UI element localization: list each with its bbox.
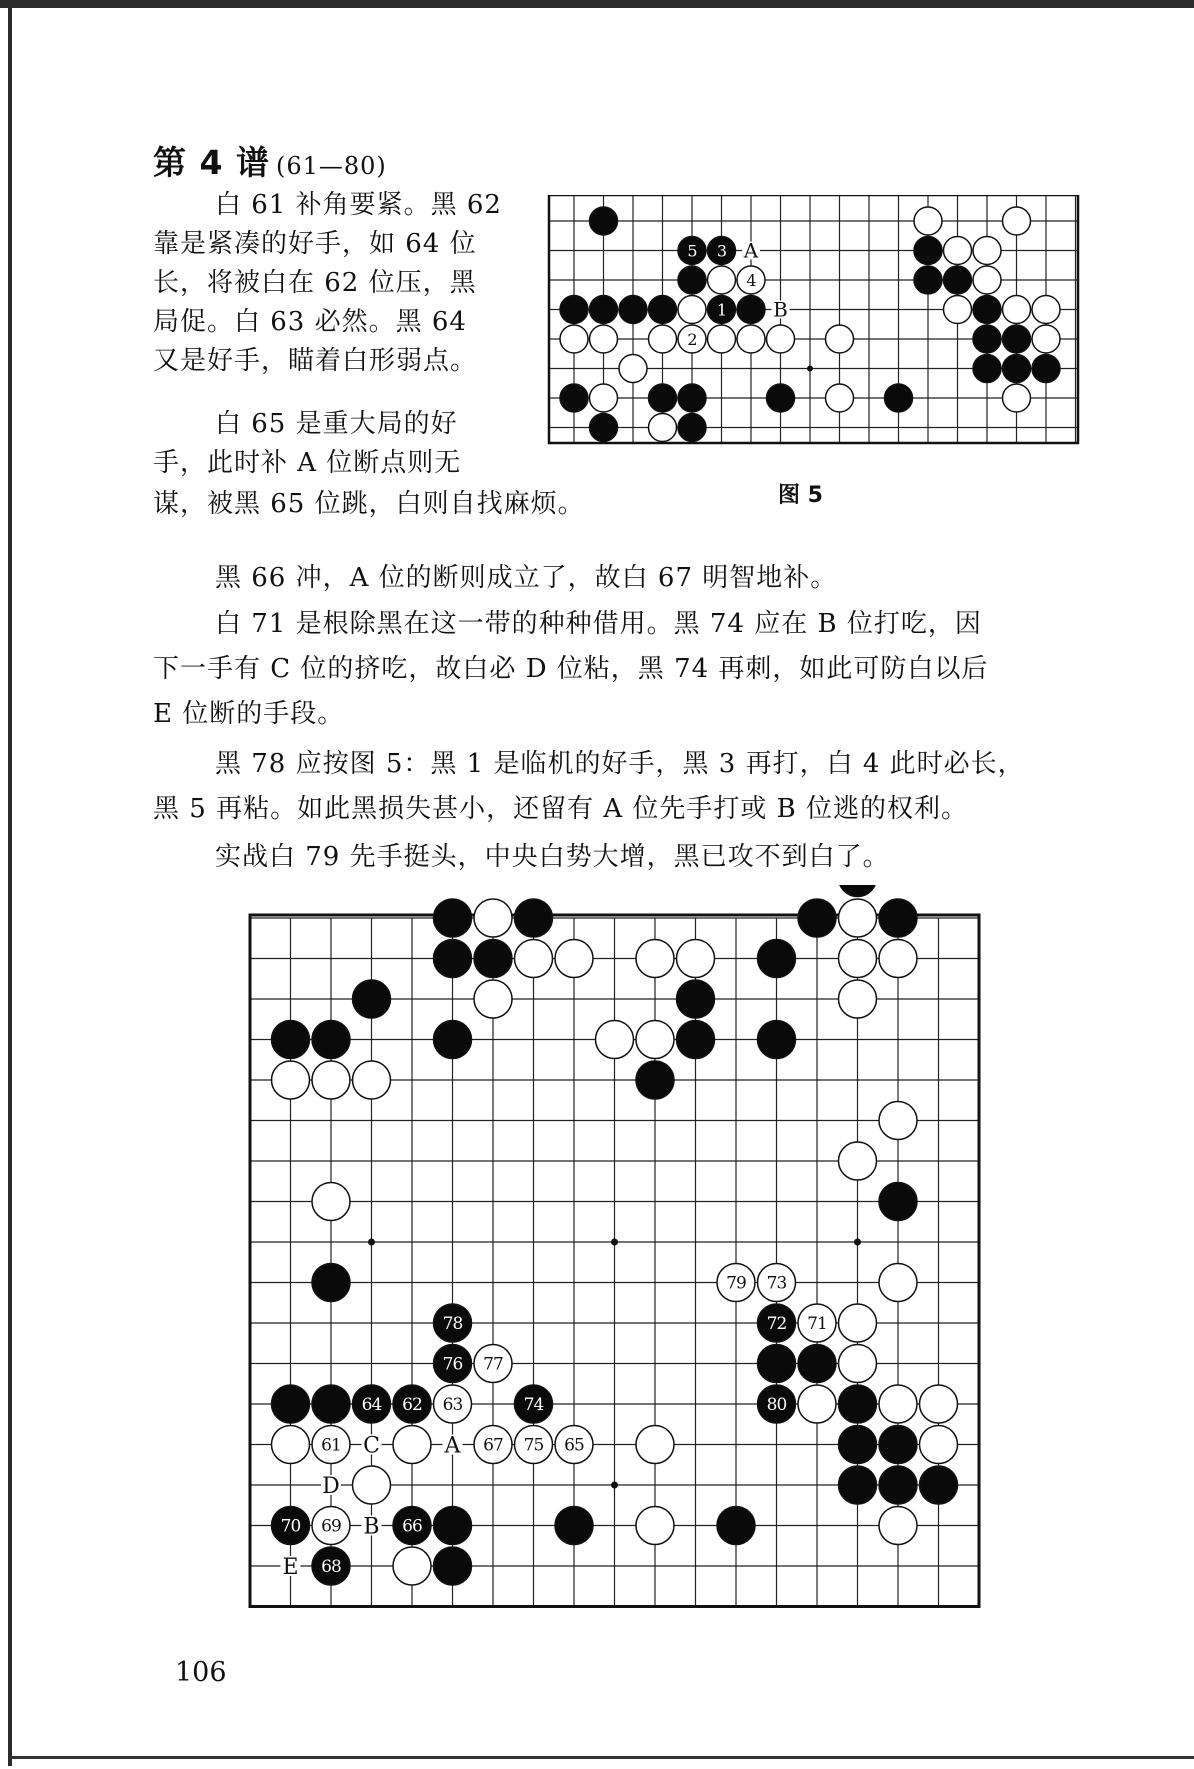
fig5-white-stone: [560, 325, 588, 353]
board-move-number: 67: [483, 1435, 503, 1456]
board-white-stone: [839, 1142, 877, 1180]
board-white-stone: [515, 940, 553, 978]
game-record-board: [245, 885, 1005, 1645]
board-white-stone: [839, 940, 877, 978]
fig5-move-number: 5: [687, 241, 697, 261]
board-move-number: 77: [483, 1354, 503, 1375]
fig5-white-stone: [1032, 296, 1060, 324]
board-white-stone: [353, 1466, 391, 1504]
fig5-black-stone: [1003, 355, 1031, 383]
board-white-stone: [839, 1304, 877, 1342]
paragraph-line: 下一手有 C 位的挤吃，故白必 D 位粘，黑 74 再刺，如此可防白以后: [153, 654, 989, 684]
paragraph-line: E 位断的手段。: [153, 699, 345, 729]
fig5-white-stone: [944, 237, 972, 265]
fig5-white-stone: [708, 266, 736, 294]
fig5-white-stone: [708, 325, 736, 353]
paragraph-line: 又是好手，瞄着白形弱点。: [153, 346, 478, 376]
paragraph-line: 黑 5 再粘。如此黑损失甚小，还留有 A 位先手打或 B 位逃的权利。: [153, 794, 969, 824]
board-move-number: 73: [766, 1273, 787, 1294]
fig5-mark-label: A: [743, 238, 759, 263]
board-move-number: 80: [766, 1395, 787, 1416]
board-move-number: 63: [442, 1395, 463, 1416]
board-move-number: 68: [321, 1557, 341, 1578]
paragraph-line: 白 61 补角要紧。黑 62: [215, 190, 502, 220]
board-black-stone: [312, 1385, 350, 1423]
fig5-black-stone: [914, 237, 942, 265]
board-black-stone: [474, 940, 512, 978]
board-black-stone: [434, 1507, 472, 1545]
board-black-stone: [839, 1466, 877, 1504]
paragraph-line: 实战白 79 先手挺头，中央白势大增，黑已攻不到白了。: [215, 842, 890, 872]
board-white-stone: [879, 1507, 917, 1545]
board-white-stone: [474, 899, 512, 937]
board-white-stone: [636, 1426, 674, 1464]
board-white-stone: [636, 940, 674, 978]
board-black-stone: [839, 1426, 877, 1464]
paragraph-line: 黑 78 应按图 5：黑 1 是临机的好手，黑 3 再打，白 4 此时必长，: [215, 749, 1025, 779]
board-black-stone: [879, 1466, 917, 1504]
paragraph-line: 长，将被白在 62 位压，黑: [153, 268, 477, 298]
fig5-black-stone: [590, 414, 618, 442]
figure-5-caption: 图 5: [778, 483, 823, 508]
fig5-black-stone: [560, 296, 588, 324]
fig5-black-stone: [1003, 325, 1031, 353]
board-black-stone: [272, 1021, 310, 1059]
board-white-stone: [312, 1061, 350, 1099]
board-black-stone: [879, 1426, 917, 1464]
board-white-stone: [879, 1264, 917, 1302]
fig5-black-stone: [649, 296, 677, 324]
figure-5-board: [540, 195, 1088, 460]
paragraph-line: 白 71 是根除黑在这一带的种种借用。黑 74 应在 B 位打吃，因: [215, 609, 982, 639]
fig5-white-stone: [590, 384, 618, 412]
fig5-white-stone: [914, 207, 942, 235]
board-black-stone: [434, 1547, 472, 1585]
board-black-stone: [758, 1021, 796, 1059]
board-white-stone: [272, 1061, 310, 1099]
board-white-stone: [555, 940, 593, 978]
board-white-stone: [879, 1102, 917, 1140]
page-frame-bottom: [10, 1756, 1194, 1759]
board-star-point: [611, 1482, 618, 1489]
board-white-stone: [839, 980, 877, 1018]
board-black-stone: [515, 899, 553, 937]
page-number: 106: [175, 1657, 227, 1688]
fig5-white-stone: [590, 325, 618, 353]
board-mark-label: D: [322, 1473, 340, 1499]
fig5-black-stone: [973, 325, 1001, 353]
fig5-black-stone: [914, 266, 942, 294]
section-heading: [153, 137, 387, 184]
board-black-stone: [758, 1345, 796, 1383]
paragraph-line: 黑 66 冲，A 位的断则成立了，故白 67 明智地补。: [215, 563, 838, 593]
board-black-stone: [312, 1264, 350, 1302]
fig5-white-stone: [619, 355, 647, 383]
board-move-number: 64: [361, 1395, 382, 1416]
fig5-move-number: 4: [746, 270, 756, 290]
board-black-stone: [758, 940, 796, 978]
fig5-black-stone: [678, 384, 706, 412]
board-white-stone: [272, 1426, 310, 1464]
fig5-white-stone: [973, 266, 1001, 294]
board-move-number: 62: [402, 1395, 422, 1416]
fig5-black-stone: [973, 296, 1001, 324]
board-white-stone: [920, 1385, 958, 1423]
board-mark-label: E: [282, 1554, 299, 1580]
fig5-white-stone: [944, 296, 972, 324]
board-star-point: [854, 1239, 861, 1246]
board-white-stone: [636, 1021, 674, 1059]
board-white-stone: [839, 899, 877, 937]
paragraph-line: 局促。白 63 必然。黑 64: [153, 307, 467, 337]
board-black-stone: [839, 1385, 877, 1423]
fig5-white-stone: [737, 325, 765, 353]
fig5-white-stone: [1003, 384, 1031, 412]
fig5-black-stone: [885, 384, 913, 412]
board-move-number: 79: [726, 1273, 746, 1294]
board-black-stone: [798, 1345, 836, 1383]
fig5-black-stone: [678, 266, 706, 294]
board-star-point: [368, 1239, 375, 1246]
board-black-stone: [839, 885, 877, 897]
board-white-stone: [879, 940, 917, 978]
board-white-stone: [920, 1426, 958, 1464]
fig5-white-stone: [1003, 296, 1031, 324]
board-mark-label: B: [363, 1514, 380, 1540]
heading-label: 第 4 谱: [153, 143, 270, 182]
board-black-stone: [353, 980, 391, 1018]
board-move-number: 74: [523, 1395, 544, 1416]
paragraph-line: 靠是紧凑的好手，如 64 位: [153, 229, 477, 259]
fig5-white-stone: [767, 325, 795, 353]
board-black-stone: [312, 1021, 350, 1059]
board-move-number: 78: [442, 1314, 463, 1335]
board-black-stone: [677, 980, 715, 1018]
board-white-stone: [879, 1385, 917, 1423]
board-black-stone: [798, 899, 836, 937]
fig5-mark-label: B: [773, 297, 788, 322]
board-move-number: 70: [280, 1516, 301, 1537]
board-black-stone: [920, 1466, 958, 1504]
board-black-stone: [272, 1385, 310, 1423]
fig5-white-stone: [678, 296, 706, 324]
board-black-stone: [879, 1183, 917, 1221]
board-move-number: 65: [564, 1435, 584, 1456]
board-black-stone: [717, 1507, 755, 1545]
fig5-move-number: 3: [716, 241, 727, 261]
fig5-black-stone: [560, 384, 588, 412]
board-white-stone: [798, 1385, 836, 1423]
fig5-white-stone: [973, 237, 1001, 265]
board-move-number: 69: [321, 1516, 341, 1537]
board-star-point: [611, 1239, 618, 1246]
fig5-black-stone: [590, 296, 618, 324]
board-white-stone: [677, 940, 715, 978]
board-move-number: 76: [442, 1354, 463, 1375]
board-mark-label: A: [444, 1433, 461, 1459]
fig5-black-stone: [590, 207, 618, 235]
fig5-white-stone: [1032, 325, 1060, 353]
board-move-number: 66: [402, 1516, 422, 1537]
fig5-black-stone: [678, 414, 706, 442]
paragraph-line: 手，此时补 A 位断点则无: [153, 448, 462, 478]
board-move-number: 72: [766, 1314, 787, 1335]
board-white-stone: [596, 1021, 634, 1059]
paragraph-line: 谋，被黑 65 位跳，白则自找麻烦。: [153, 489, 585, 519]
fig5-black-stone: [1032, 355, 1060, 383]
fig5-white-stone: [649, 325, 677, 353]
board-white-stone: [393, 1426, 431, 1464]
fig5-black-stone: [649, 384, 677, 412]
fig5-star-point: [807, 366, 813, 372]
fig5-white-stone: [649, 414, 677, 442]
board-white-stone: [839, 1345, 877, 1383]
fig5-black-stone: [737, 296, 765, 324]
board-white-stone: [636, 1507, 674, 1545]
fig5-black-stone: [767, 384, 795, 412]
fig5-white-stone: [1003, 207, 1031, 235]
board-mark-label: C: [363, 1433, 380, 1459]
board-black-stone: [434, 940, 472, 978]
board-move-number: 75: [523, 1435, 544, 1456]
fig5-black-stone: [619, 296, 647, 324]
board-black-stone: [677, 1021, 715, 1059]
page-frame-left: [8, 6, 12, 1766]
board-black-stone: [434, 899, 472, 937]
board-black-stone: [636, 1061, 674, 1099]
board-white-stone: [474, 980, 512, 1018]
fig5-move-number: 1: [716, 300, 727, 320]
fig5-black-stone: [944, 266, 972, 294]
paragraph-line: 白 65 是重大局的好: [215, 409, 458, 439]
board-white-stone: [353, 1061, 391, 1099]
board-white-stone: [312, 1183, 350, 1221]
fig5-white-stone: [826, 384, 854, 412]
board-black-stone: [434, 1021, 472, 1059]
board-move-number: 61: [321, 1435, 341, 1456]
fig5-white-stone: [826, 325, 854, 353]
board-white-stone: [393, 1547, 431, 1585]
fig5-move-number: 2: [687, 329, 697, 349]
heading-range: (61—80): [275, 152, 387, 180]
board-move-number: 71: [807, 1314, 827, 1335]
board-black-stone: [879, 899, 917, 937]
page-frame-top: [0, 0, 1194, 8]
fig5-black-stone: [973, 355, 1001, 383]
board-black-stone: [555, 1507, 593, 1545]
